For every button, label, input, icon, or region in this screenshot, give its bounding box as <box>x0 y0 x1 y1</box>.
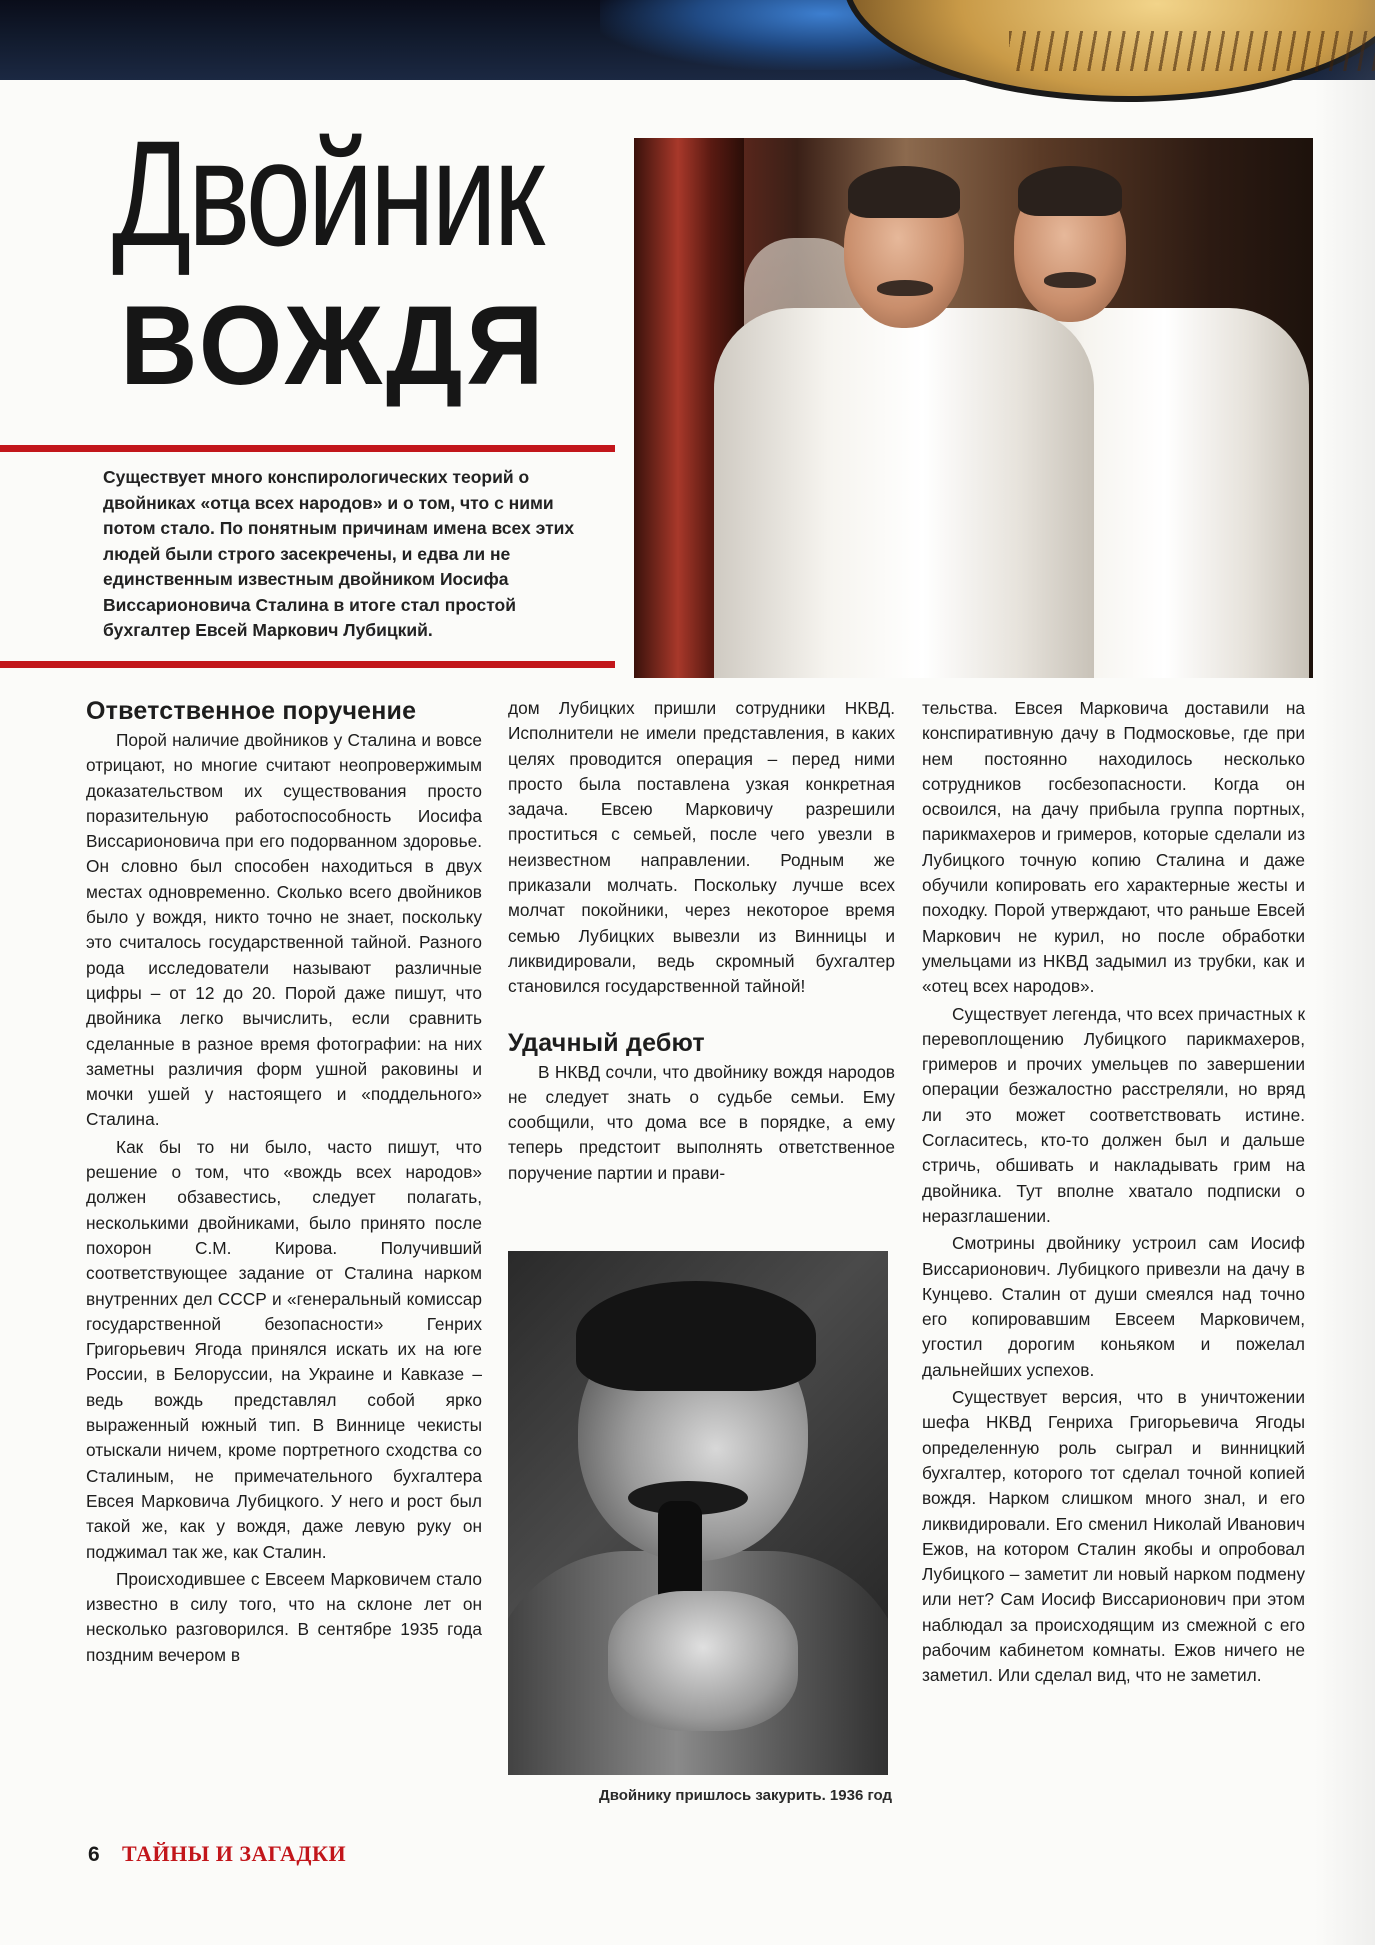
top-decorative-banner <box>0 0 1375 80</box>
man-back-hair <box>1018 166 1122 216</box>
magazine-name: ТАЙНЫ И ЗАГАДКИ <box>122 1841 347 1866</box>
column3-paragraph: тельства. Евсея Марковича доставили на конспиративную дачу в Подмосковье, где при нем постоянно находилось несколько сотрудников госбезопасности. Когда он освоился, на дачу прибыла группа портных, парикмахеров и гримеров, которые сделали из Лубицкого точную копию Сталина и даже обучили копировать его характерные жесты и походку. Порой утверждают, что раньше Евсей Маркович не курил, но после обработки умельцами из НКВД задымил из трубки, как и «отец всех народов». <box>922 698 1305 997</box>
article-title-line2: ВОЖДЯ <box>120 283 548 408</box>
section-heading-2: Удачный дебют <box>508 1028 705 1057</box>
page-edge-shadow <box>1315 0 1375 1945</box>
column1-paragraph: Порой наличие двойников у Сталина и вовсе отрицают, но многие считают неопровержимым доказательством их существования просто поразительную работоспособность Иосифа Виссарионовича при его подорванном здоровье. Он словно был способен находиться в двух местах одновременно. Сколько всего двойников было у вождя, никто точно не знает, поскольку это считалось государственной тайной. Разного рода исследователи называют различные цифры – от 12 до 20. Порой даже пишут, что двойника легко вычислить, если сравнить сделанные в разное время фотографии: на них заметны различия форм ушной раковины и мочки ушей у настоящего и «поддельного» Сталина. <box>86 730 482 1130</box>
red-divider-top <box>0 445 615 452</box>
article-column-1 <box>86 696 482 1668</box>
column1-paragraph: Как бы то ни было, часто пишут, что решение о том, что «вождь всех народов» должен обзавестись, следует полагать, несколькими двойниками, было принято после похорон С.М. Кирова. Получивший соответствующее задание от Сталина нарком внутренних дел СССР и «генеральный комиссар государственной безопасности» Генрих Григорьевич Ягода принялся искать их на юге России, в Белоруссии, на Украине и Кавказе – ведь вождь представлял собой ярко выраженный южный тип. В Виннице чекисты отыскали ничем, кроме портретного сходства со Сталиным, не примечательного бухгалтера Евсея Марковича Лубицкого. У него и рост был такой же, как у вождя, даже левую руку он поджимал так же, как Сталин. <box>86 1136 482 1562</box>
man-front-tunic <box>714 308 1094 678</box>
banner-gold-disc-image <box>843 0 1375 102</box>
man-front-hair <box>848 166 960 218</box>
pipe-photo-hands <box>608 1591 798 1731</box>
column3-paragraph: Существует версия, что в уничтожении шефа НКВД Генриха Григорьевича Ягоды определенную роль сыграл и винницкий бухгалтер, которого тот сделал точной копией вождя. Нарком слишком много знал, и его ликвидировали. Его сменил Николай Иванович Ежов, на котором Сталин якобы и опробовал Лубицкого – заметит ли новый нарком подмену или нет? Сам Иосиф Виссарионович при этом наблюдал за происходящим из смежной с его рабочим кабинетом комнаты. Ежов ничего не заметил. Или сделал вид, что не заметил. <box>922 1387 1305 1686</box>
section-heading-1: Ответственное поручение <box>86 697 417 725</box>
photo-man-lighting-pipe <box>508 1251 888 1775</box>
hero-photo-two-men-in-white <box>634 138 1313 678</box>
page-number: 6 <box>88 1843 100 1866</box>
article-title-line1: Двойник <box>112 109 542 277</box>
column2-paragraph: В НКВД сочли, что двойнику вождя народов не следует знать о судьбе семьи. Ему сообщили, что дома все в порядке, а ему теперь предстоит выполнять ответственное поручение партии и прави- <box>508 1061 895 1183</box>
article-column-3 <box>922 696 1305 1689</box>
man-front-mustache <box>877 280 933 296</box>
column3-paragraph: Смотрины двойнику устроил сам Иосиф Виссарионович. Лубицкого привезли на дачу в Кунцево. Сталин от души смеялся над точно его копировавшим Евсеем Марковичем, угостил дорогим коньяком и пожелал дальнейших успехов. <box>922 1233 1305 1380</box>
photo-caption: Двойнику пришлось закурить. 1936 год <box>599 1787 892 1804</box>
article-column-2 <box>508 696 895 1186</box>
pipe-photo-hair <box>576 1281 816 1391</box>
red-divider-bottom <box>0 661 615 668</box>
article-lead: Существует много конспирологических теорий о двойниках «отца всех народов» и о том, что с ними потом стало. По понятным причинам имена всех этих людей были строго засекречены, и едва ли не единственным известным двойником Иосифа Виссарионовича Сталина в итоге стал простой бухгалтер Евсей Маркович Лубицкий. <box>103 467 575 640</box>
column1-paragraph: Происходившее с Евсеем Марковичем стало известно в силу того, что на склоне лет он несколько разговорился. В сентябре 1935 года поздним вечером в <box>86 1568 482 1665</box>
column3-paragraph: Существует легенда, что всех причастных к перевоплощению Лубицкого парикмахеров, гримеров и прочих умельцев по завершении операции безжалостно расстреляли, но вряд ли это может соответствовать истине. Согласитесь, кто-то должен был и дальше стричь, обшивать и накладывать грим на двойника. Тут вполне хватало подписки о неразглашении. <box>922 1003 1305 1226</box>
man-back-mustache <box>1044 272 1096 288</box>
column2-paragraph: дом Лубицких пришли сотрудники НКВД. Исполнители не имели представления, в каких целях проводится операция – перед ними просто была поставлена узкая конкретная задача. Евсею Марковичу разрешили проститься с семьей, после чего увезли в неизвестном направлении. Родным же приказали молчать. Поскольку лучше всех молчат покойники, через некоторое время семью Лубицких вывезли из Винницы и ликвидировали, ведь скромный бухгалтер становился государственной тайной! <box>508 698 895 997</box>
